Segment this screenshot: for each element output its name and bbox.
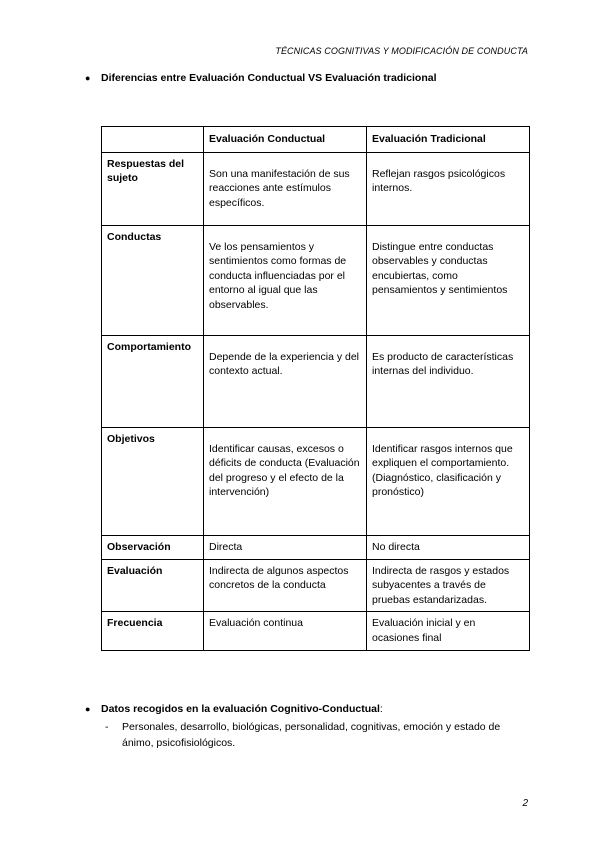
table-row: [102, 335, 530, 427]
comparison-table: [101, 126, 530, 651]
row-label-text: Evaluación: [107, 564, 163, 577]
cell-text: Evaluación inicial y en ocasiones final: [372, 617, 476, 644]
row-label: [102, 559, 204, 612]
section-title-suffix: :: [379, 703, 383, 715]
column-header-empty: [102, 127, 204, 153]
cell-text: Identificar causas, excesos o déficits de conducta (Evaluación del progreso y el efecto de la intervención): [209, 442, 360, 499]
running-header: TÉCNICAS COGNITIVAS Y MODIFICACIÓN DE CONDUCTA: [275, 46, 528, 56]
bullet-icon: ●: [85, 73, 91, 83]
row-label: [102, 612, 204, 650]
section-heading-data: [85, 703, 383, 716]
cell-conductual: [204, 152, 367, 225]
cell-text: Es producto de características internas del individuo.: [372, 350, 514, 378]
table-row: [102, 152, 530, 225]
cell-text: Distingue entre conductas observables y conductas encubiertas, como pensamientos y sentimientos: [372, 240, 508, 297]
cell-conductual: [204, 559, 367, 612]
row-label-text: Observación: [107, 540, 171, 553]
cell-conductual: [204, 335, 367, 427]
cell-tradicional: [367, 225, 530, 335]
cell-tradicional: [367, 535, 530, 559]
row-label-text: Conductas: [107, 230, 162, 243]
list-item-text: Personales, desarrollo, biológicas, personalidad, cognitivas, emoción y estado de ánimo, psicofisiológicos.: [122, 721, 501, 749]
cell-tradicional: [367, 612, 530, 650]
cell-text: Son una manifestación de sus reacciones ante estímulos específicos.: [209, 167, 350, 209]
dash-marker: -: [105, 721, 109, 733]
cell-conductual: [204, 225, 367, 335]
cell-tradicional: [367, 335, 530, 427]
cell-text: Evaluación continua: [209, 617, 303, 630]
cell-text: Depende de la experiencia y del contexto actual.: [209, 350, 360, 378]
cell-text: Identificar rasgos internos que expliquen el comportamiento. (Diagnóstico, clasificación y pronóstico): [372, 442, 513, 499]
row-label: [102, 427, 204, 535]
cell-tradicional: [367, 559, 530, 612]
bullet-icon: ●: [85, 704, 91, 714]
table-row: [102, 427, 530, 535]
table-row: [102, 559, 530, 612]
cell-text: Ve los pensamientos y sentimientos como formas de conducta influenciadas por el entorno al igual que las observables.: [209, 240, 347, 311]
row-label-text: Frecuencia: [107, 617, 163, 630]
row-label-text: Objetivos: [107, 432, 155, 445]
cell-conductual: [204, 535, 367, 559]
cell-text: Reflejan rasgos psicológicos internos.: [372, 167, 506, 195]
cell-conductual: [204, 612, 367, 650]
cell-text: No directa: [372, 540, 420, 553]
table-row: [102, 225, 530, 335]
cell-text: Directa: [209, 540, 243, 553]
row-label: [102, 152, 204, 225]
cell-text: Indirecta de algunos aspectos concretos de la conducta: [209, 564, 349, 592]
section-heading-differences: [85, 72, 437, 85]
table-header-row: [102, 127, 530, 153]
cell-conductual: [204, 427, 367, 535]
list-item: [105, 719, 530, 751]
table-row: [102, 535, 530, 559]
cell-tradicional: [367, 427, 530, 535]
row-label-text: Respuestas del sujeto: [107, 157, 185, 185]
row-label: [102, 535, 204, 559]
row-label-text: Comportamiento: [107, 340, 191, 353]
column-header-conductual: Evaluación Conductual: [204, 127, 367, 153]
table-row: [102, 612, 530, 650]
page-number: 2: [522, 798, 528, 809]
section-title: Diferencias entre Evaluación Conductual VS Evaluación tradicional: [101, 72, 437, 84]
row-label: [102, 335, 204, 427]
column-header-tradicional: Evaluación Tradicional: [367, 127, 530, 153]
cell-tradicional: [367, 152, 530, 225]
cell-text: Indirecta de rasgos y estados subyacentes a través de pruebas estandarizadas.: [372, 564, 510, 606]
section-title: Datos recogidos en la evaluación Cognitivo-Conductual: [101, 703, 380, 715]
row-label: [102, 225, 204, 335]
